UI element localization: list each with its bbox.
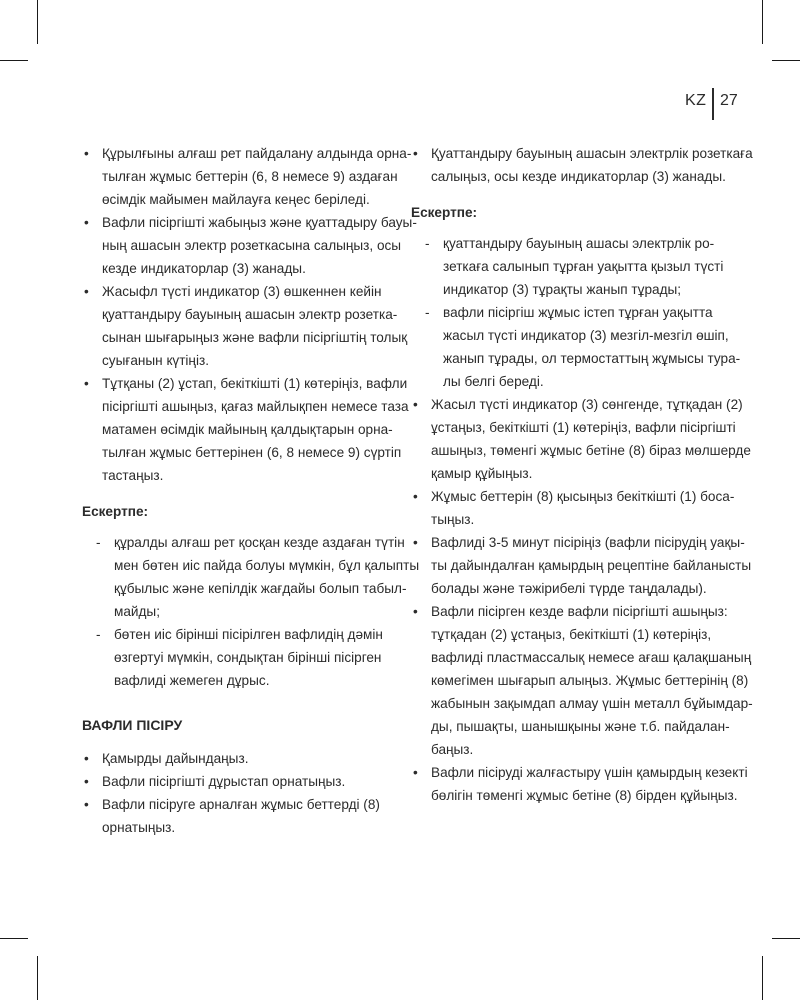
list-item: • Қамырды дайындаңыз.	[82, 747, 382, 770]
list-item: • Жұмыс беттерін (8) қысыңыз бекіткішті (1) боса- тыңыз.	[411, 485, 721, 531]
note-label: Ескертпе:	[411, 205, 478, 220]
list-item: • Вафли пісіргішті дұрыстап орнатыңыз.	[82, 770, 382, 793]
crop-mark	[37, 956, 38, 1000]
note-item: - құралды алғаш рет қосқан кезде аздаған түтін мен бөтен иіс пайда болуы мүмкін, бұл қалыпты құбылыс және кепілдік жағдайы болып табыл- майды;	[84, 531, 382, 623]
list-item: • Вафли пісіруге арналған жұмыс беттерді (8) орнатыңыз.	[82, 793, 382, 839]
note-item: - бөтен иіс бірінші пісірілген вафлидің дәмін өзгертуі мүмкін, сондықтан бірінші пісірген вафлиді жемеген дұрыс.	[84, 623, 382, 692]
list-item: • Тұтқаны (2) ұстап, бекіткішті (1) көтеріңіз, вафли пісіргішті ашыңыз, қағаз майлықпен немесе таза матамен өсімдік майының қалдықтарын орна- тылған жұмыс беттерінен (6, 8 немесе 9) сүртіп тастаңыз.	[82, 372, 382, 487]
crop-mark	[37, 0, 38, 44]
list-item: • Жасыл түсті индикатор (3) сөнгенде, тұтқадан (2) ұстаңыз, бекіткішті (1) көтеріңіз, вафли пісіргішті ашыңыз, төменгі жұмыс бетіне (8) біраз мөлшерде қамыр құйыңыз.	[411, 393, 721, 485]
note-label: Ескертпе:	[82, 504, 149, 519]
note-item: - қуаттандыру бауының ашасы электрлік ро- зеткаға салынып тұрған уақытта қызыл түсті индикатор (3) тұрақты жанып тұрады;	[413, 232, 721, 301]
instruction-list	[411, 393, 753, 807]
crop-mark	[0, 938, 28, 939]
header-divider	[712, 88, 714, 120]
page-header	[671, 88, 751, 118]
list-item: • Құрылғыны алғаш рет пайдалану алдында орна- тылған жұмыс беттерін (6, 8 немесе 9) аздаған өсімдік майымен майлауға кеңес беріледі.	[82, 142, 382, 211]
instruction-list	[411, 142, 753, 188]
note-list	[411, 232, 741, 393]
crop-mark	[772, 938, 800, 939]
crop-mark	[0, 60, 28, 61]
section-heading: ВАФЛИ ПІСІРУ	[82, 717, 183, 733]
crop-mark	[772, 60, 800, 61]
note-list	[82, 531, 420, 692]
list-item: • Вафлиді 3-5 минут пісіріңіз (вафли пісірудің уақы- ты дайындалған қамырдың рецептіне байланысты болады және тәжірибелі түрде таңдалады).	[411, 531, 721, 600]
language-code: KZ	[685, 92, 707, 109]
instruction-list	[82, 142, 417, 487]
crop-mark	[762, 956, 763, 1000]
list-item: • Вафли пісірген кезде вафли пісіргішті ашыңыз: тұтқадан (2) ұстаңыз, бекіткішті (1) көтеріңіз, вафлиді пластмассалық немесе ағаш қалақшаның көмегімен шығарып алыңыз. Жұмыс беттерінің (8) жабынын зақымдап алмау үшін металл бұйымдар- ды, пышақты, шанышқыны және т.б. пайдалан- баңыз.	[411, 600, 721, 761]
list-item: • Жасыфл түсті индикатор (3) өшкеннен кейін қуаттандыру бауының ашасын электр розетка- сынан шығарыңыз және вафли пісіргіштің толық суығанын күтіңіз.	[82, 280, 382, 372]
right-column	[411, 142, 753, 807]
instruction-list	[82, 747, 382, 839]
list-item: • Вафли пісіргішті жабыңыз және қуаттадыру бауы- ның ашасын электр розеткасына салыңыз, осы кезде индикаторлар (3) жанады.	[82, 211, 382, 280]
list-item: • Қуаттандыру бауының ашасын электрлік розеткаға салыңыз, осы кезде индикаторлар (3) жанады.	[411, 142, 721, 188]
page-number: 27	[720, 92, 738, 109]
crop-mark	[762, 0, 763, 44]
note-item: - вафли пісіргіш жұмыс істеп тұрған уақытта жасыл түсті индикатор (3) мезгіл-мезгіл өшіп, жанып тұрады, ол термостаттың жұмысы тура- лы белгі береді.	[413, 301, 721, 393]
list-item: • Вафли пісіруді жалғастыру үшін қамырдың кезекті бөлігін төменгі жұмыс бетіне (8) бірден құйыңыз.	[411, 761, 721, 807]
left-column	[82, 142, 420, 839]
